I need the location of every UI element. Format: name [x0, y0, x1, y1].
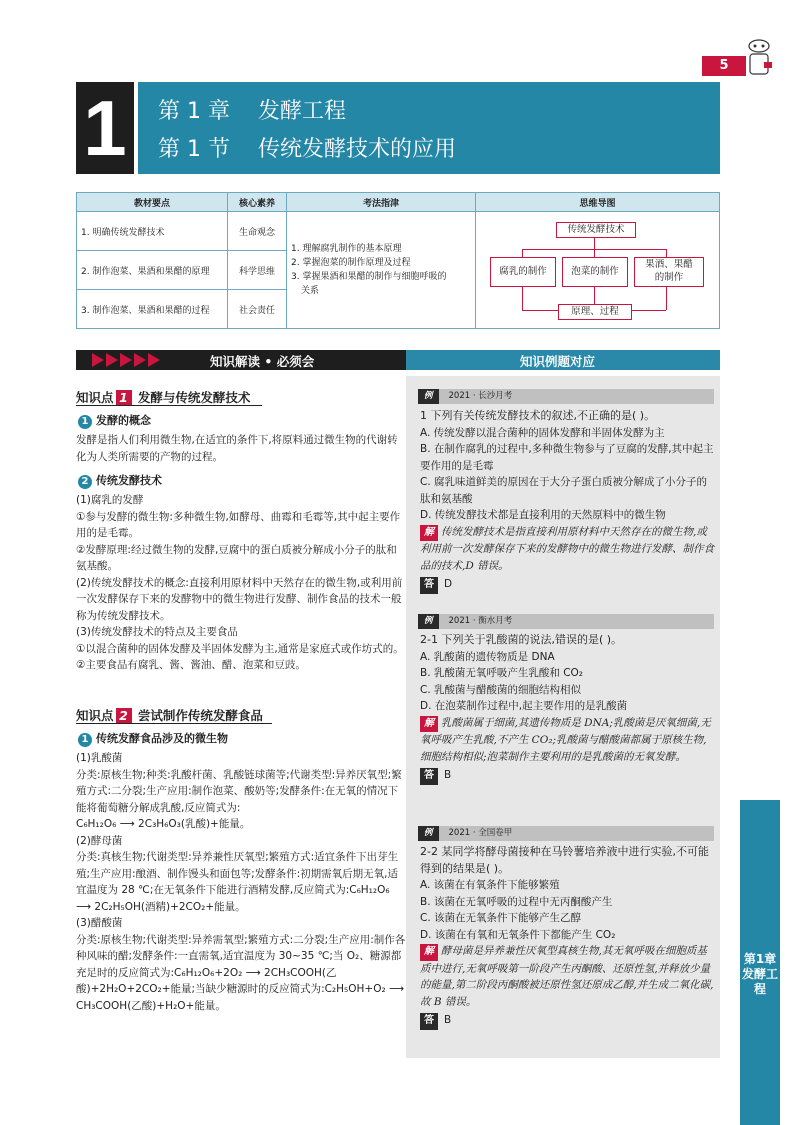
explanation-text: 传统发酵技术是指直接利用原材料中天然存在的微生物,或利用前一次发酵保存下来的发酵物中的微生物进行发酵、制作食品的技术,D 错误。 — [420, 525, 714, 572]
circle-number: 1 — [78, 415, 92, 429]
example-label: 例 — [418, 614, 439, 629]
guidance-line: 1. 理解腐乳制作的基本原理 — [291, 244, 402, 254]
circle-number: 2 — [78, 475, 92, 489]
chapter-banner — [76, 82, 720, 174]
option: C. 乳酸菌与醋酸菌的细胞结构相似 — [420, 683, 582, 696]
paragraph-line: ①以混合菌种的固体发酵及半固体发酵为主,通常是家庭式或作坊式的。 — [76, 642, 404, 655]
table-cell-point: 2. 制作泡菜、果酒和果醋的原理 — [77, 251, 228, 290]
mindmap-connector — [594, 286, 595, 304]
mindmap-connector — [630, 310, 666, 311]
header-literacy: 核心素养 — [228, 193, 287, 212]
jie-badge: 解 — [420, 716, 438, 733]
subheading-text: 传统发酵技术 — [96, 474, 162, 487]
paragraph-line: (3)传统发酵技术的特点及主要食品 — [76, 626, 238, 638]
paragraph-line: (2)酵母菌 — [76, 834, 123, 847]
kp-label: 知识点 — [76, 708, 114, 723]
kp-title: 发酵与传统发酵技术 — [137, 390, 251, 405]
chapter-number: 1 — [76, 82, 134, 174]
mindmap-connector — [522, 310, 558, 311]
mindmap-root: 传统发酵技术 — [556, 222, 636, 238]
section-title-right: 知识例题对应 — [520, 354, 596, 369]
subheading-text: 发酵的概念 — [96, 414, 151, 427]
explanation — [420, 715, 716, 766]
paragraph-line: ②发酵原理:经过微生物的发酵,豆腐中的蛋白质被分解成小分子的肽和氨基酸。 — [76, 543, 397, 572]
table-cell-point: 3. 制作泡菜、果酒和果醋的过程 — [77, 290, 228, 329]
kp-title: 尝试制作传统发酵食品 — [137, 708, 263, 723]
arrows-icon — [92, 353, 162, 367]
answer-text: B — [444, 769, 452, 781]
kp-number: 2 — [116, 708, 132, 723]
da-badge: 答 — [420, 768, 438, 785]
mindmap-branch-line: 的制作 — [654, 272, 684, 283]
answer-text: D — [444, 578, 453, 590]
paragraph: 发酵是指人们利用微生物,在适宜的条件下,将原料通过微生物的代谢转化为人类所需要的产物的过程。 — [76, 434, 398, 463]
example-source: 2021 · 长沙月考 — [448, 391, 513, 401]
paragraph-line: ①参与发酵的微生物:多种微生物,如酵母、曲霉和毛霉等,其中起主要作用的是毛霉。 — [76, 510, 401, 539]
mindmap-connector — [522, 249, 523, 257]
option: A. 该菌在有氧条件下能够繁殖 — [420, 879, 560, 891]
example-source: 2021 · 全国卷甲 — [448, 828, 513, 838]
table-cell-point: 1. 明确传统发酵技术 — [77, 212, 228, 251]
side-tab-text: 第1章 发酵工程 — [742, 952, 779, 996]
answer — [420, 1012, 716, 1030]
mindmap-bottom: 原理、过程 — [558, 304, 632, 320]
section-title-left: 知识解读 • 必须会 — [210, 354, 315, 369]
paragraph-group — [76, 492, 406, 674]
mindmap-connector — [594, 237, 595, 249]
subheading — [78, 730, 228, 747]
knowledge-point-2 — [76, 706, 263, 724]
da-badge: 答 — [420, 577, 438, 594]
mindmap-branch-guojiu — [634, 257, 704, 287]
subheading — [78, 472, 162, 489]
example-1 — [420, 408, 716, 594]
mindmap-connector — [666, 249, 667, 257]
explanation-text: 酵母菌是异养兼性厌氧型真核生物,其无氧呼吸在细胞质基质中进行,无氧呼吸第一阶段产生丙酮酸、还原性氢,并释放少量的能量,第二阶段丙酮酸被还原性氢还原成乙醇,并生成二氧化碳,故 B 错误。 — [420, 945, 714, 1008]
example-header — [418, 614, 714, 629]
da-badge: 答 — [420, 1013, 438, 1030]
jie-badge: 解 — [420, 944, 438, 961]
kp-label: 知识点 — [76, 390, 114, 405]
header-mindmap: 思维导图 — [476, 193, 720, 212]
paragraph-line: 分类:原核生物;种类:乳酸杆菌、乳酸链球菌等;代谢类型:异养厌氧型;繁殖方式:二分裂;生产应用:制作泡菜、酸奶等;发酵条件:在无氧的情况下能将葡萄糖分解成乳酸,反应简式为: — [76, 768, 402, 814]
paragraph-line: (1)腐乳的发酵 — [76, 494, 144, 506]
question: 2-2 某同学将酵母菌接种在马铃薯培养液中进行实验,不可能得到的结果是( )。 — [420, 845, 709, 875]
option: B. 乳酸菌无氧呼吸产生乳酸和 CO₂ — [420, 667, 584, 679]
header-guidance: 考法指津 — [287, 193, 476, 212]
explanation — [420, 943, 716, 1010]
option: C. 该菌在无氧条件下能够产生乙醇 — [420, 912, 582, 924]
chapter-title: 第 1 章 发酵工程 — [158, 99, 346, 124]
answer — [420, 767, 716, 785]
divider — [76, 405, 262, 406]
answer-text: B — [444, 1014, 452, 1026]
example-label: 例 — [418, 826, 439, 841]
example-source: 2021 · 衡水月考 — [448, 616, 513, 626]
example-label: 例 — [418, 389, 439, 404]
guidance-line: 关系 — [301, 286, 320, 296]
example-header — [418, 826, 714, 841]
formula-line: C₆H₁₂O₆ ⟶ 2C₃H₆O₃(乳酸)+能量。 — [76, 818, 251, 830]
question: 1 下列有关传统发酵技术的叙述,不正确的是( )。 — [420, 409, 656, 422]
example-2-2 — [420, 844, 716, 1030]
paragraph-line: (3)醋酸菌 — [76, 917, 123, 929]
mindmap-branch-furu: 腐乳的制作 — [490, 257, 556, 287]
paragraph-line: 分类:真核生物;代谢类型:异养兼性厌氧型;繁殖方式:适宜条件下出芽生殖;生产应用:酿酒、制作馒头和面包等;发酵条件:初期需氧后期无氧,适宜温度为 28 ℃;在无氧条件下能进行酒精发酵,反应简式为:C₆H₁₂O₆ ⟶ 2C₂H₅OH(酒精)+2CO₂+能量。 — [76, 851, 399, 913]
guidance-line: 2. 掌握泡菜的制作原理及过程 — [291, 258, 411, 268]
mascot-icon — [744, 38, 774, 78]
paragraph-group — [76, 750, 406, 1014]
option: D. 该菌在有氧和无氧条件下都能产生 CO₂ — [420, 928, 616, 941]
divider — [76, 723, 272, 724]
question: 2-1 下列关于乳酸菌的说法,错误的是( )。 — [420, 633, 623, 646]
explanation-text: 乳酸菌属于细菌,其遗传物质是 DNA;乳酸菌是厌氧细菌,无氧呼吸产生乳酸,不产生 CO₂;乳酸菌与醋酸菌都属于原核生物,细胞结构相似;泡菜制作主要利用的是乳酸菌的无氧发酵。 — [420, 716, 711, 763]
page-number: 5 — [702, 56, 746, 76]
guidance-line: 3. 掌握果酒和果醋的制作与细胞呼吸的 — [291, 272, 447, 282]
subheading — [78, 412, 151, 429]
example-2-1 — [420, 632, 716, 785]
header-points: 教材要点 — [77, 193, 228, 212]
paragraph-line: 分类:原核生物;代谢类型:异养需氧型;繁殖方式:二分裂;生产应用:制作各种风味的醋;发酵条件:一直需氧,适宜温度为 30~35 ℃;当 O₂、糖源都充足时的反应简式为:C₆H₁₂O₆+2O₂ ⟶ 2CH₃COOH(乙酸)+2H₂O+2CO₂+能量;当缺少糖源时的反应简式为:C₂H₅OH+O₂ ⟶ CH₃COOH(乙酸)+H₂O+能量。 — [76, 933, 406, 1012]
mindmap-connector — [594, 249, 595, 257]
table-cell-literacy: 社会责任 — [228, 290, 287, 329]
option: A. 传统发酵以混合菌种的固体发酵和半固体发酵为主 — [420, 426, 665, 439]
option: C. 腐乳味道鲜美的原因在于大分子蛋白质被分解成了小分子的肽和氨基酸 — [420, 476, 708, 505]
table-cell-literacy: 生命观念 — [228, 212, 287, 251]
example-header — [418, 389, 714, 404]
table-cell-guidance — [287, 212, 476, 329]
section-title: 第 1 节 传统发酵技术的应用 — [158, 137, 456, 162]
circle-number: 1 — [78, 733, 92, 747]
jie-badge: 解 — [420, 525, 438, 542]
option: B. 该菌在无氧呼吸的过程中无丙酮酸产生 — [420, 895, 613, 908]
kp-number: 1 — [116, 390, 132, 405]
option: D. 传统发酵技术都是直接利用的天然原料中的微生物 — [420, 509, 666, 521]
option: B. 在制作腐乳的过程中,多种微生物参与了豆腐的发酵,其中起主要作用的是毛霉 — [420, 443, 714, 472]
mindmap-branch-line: 果酒、果醋 — [645, 259, 693, 270]
knowledge-point-1 — [76, 388, 250, 406]
mindmap-connector — [666, 286, 667, 310]
subheading-text: 传统发酵食品涉及的微生物 — [96, 732, 228, 745]
option: A. 乳酸菌的遗传物质是 DNA — [420, 650, 555, 663]
explanation — [420, 524, 716, 575]
mindmap-connector — [522, 286, 523, 310]
paragraph-line: ②主要食品有腐乳、酱、酱油、醋、泡菜和豆豉。 — [76, 659, 306, 671]
option: D. 在泡菜制作过程中,起主要作用的是乳酸菌 — [420, 700, 628, 712]
paragraph-line: (1)乳酸菌 — [76, 752, 123, 764]
table-cell-literacy: 科学思维 — [228, 251, 287, 290]
paragraph-line: (2)传统发酵技术的概念:直接利用原材料中天然存在的微生物,或利用前一次发酵保存下来的发酵物中的微生物进行发酵、制作食品的技术一般称为传统发酵技术。 — [76, 576, 403, 622]
answer — [420, 576, 716, 594]
mindmap-branch-paocai: 泡菜的制作 — [562, 257, 628, 287]
